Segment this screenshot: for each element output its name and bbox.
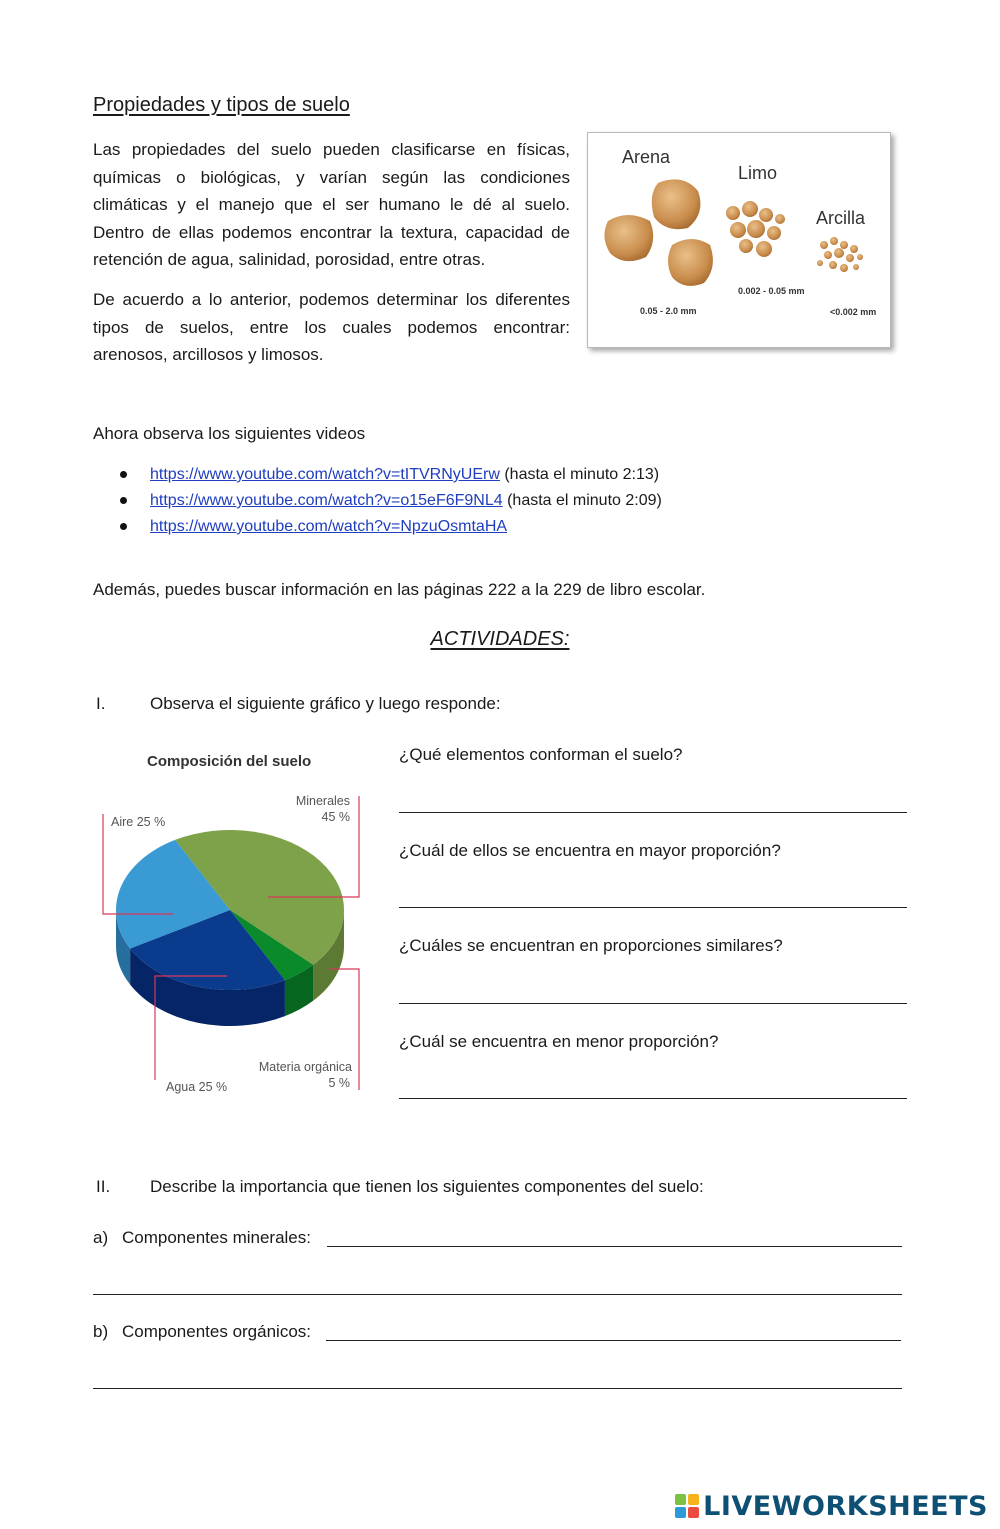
- soil-particles-illustration: [588, 133, 890, 347]
- answer-line-3[interactable]: [399, 1003, 907, 1004]
- section-1-numeral: I.: [96, 694, 106, 713]
- label-minerales-value: 45 %: [321, 810, 350, 824]
- section-2-numeral: II.: [96, 1177, 111, 1196]
- answer-line-minerales-2[interactable]: [93, 1294, 902, 1295]
- question-4: ¿Cuál se encuentra en menor proporción?: [399, 1032, 719, 1051]
- soil-composition-chart: [95, 740, 375, 1100]
- item-a-text: Componentes minerales:: [122, 1228, 311, 1247]
- logo-icon: [674, 1493, 700, 1519]
- list-item: [120, 514, 662, 540]
- answer-line-2[interactable]: [399, 907, 907, 908]
- answer-line-4[interactable]: [399, 1098, 907, 1099]
- activities-heading: ACTIVIDADES:: [430, 628, 570, 650]
- video-note-2: (hasta el minuto 2:09): [502, 492, 662, 509]
- arena-grain-3: [668, 239, 713, 286]
- question-1: ¿Qué elementos conforman el suelo?: [399, 745, 683, 764]
- arena-grain-2: [604, 215, 653, 261]
- arcilla-particles: [817, 237, 863, 272]
- video-link-3[interactable]: https://www.youtube.com/watch?v=NpzuOsmtaHA: [150, 518, 508, 535]
- arena-grain-1: [652, 179, 701, 229]
- section-1-instruction: Observa el siguiente gráfico y luego responde:: [150, 694, 501, 713]
- label-minerales: Minerales: [295, 794, 350, 808]
- limo-size: 0.002 - 0.05 mm: [738, 286, 805, 296]
- item-b-label: b): [93, 1322, 109, 1341]
- logo-text: LIVEWORKSHEETS: [703, 1490, 988, 1522]
- question-2: ¿Cuál de ellos se encuentra en mayor proporción?: [399, 841, 781, 860]
- arena-size: 0.05 - 2.0 mm: [640, 306, 697, 316]
- chart-title: Composición del suelo: [147, 753, 312, 770]
- page-title: Propiedades y tipos de suelo: [93, 94, 350, 116]
- answer-line-1[interactable]: [399, 812, 907, 813]
- label-materia-organica-value: 5 %: [328, 1076, 350, 1090]
- arcilla-label: Arcilla: [816, 208, 866, 228]
- bullet-icon: [120, 523, 127, 530]
- label-materia-organica: Materia orgánica: [258, 1060, 352, 1074]
- videos-intro: Ahora observa los siguientes videos: [93, 424, 366, 443]
- limo-label: Limo: [738, 163, 778, 183]
- soil-texture-figure: [587, 132, 891, 348]
- bullet-icon: [120, 497, 127, 504]
- intro-paragraph-2: De acuerdo a lo anterior, podemos determinar los diferentes tipos de suelos, entre los cuales podemos encontrar: arenosos, arcillosos y limosos.: [93, 290, 570, 364]
- answer-line-organicos-2[interactable]: [93, 1388, 902, 1389]
- label-aire: Aire 25 %: [111, 815, 166, 829]
- section-2-instruction: Describe la importancia que tienen los siguientes componentes del suelo:: [150, 1177, 704, 1196]
- answer-line-minerales[interactable]: [327, 1246, 902, 1247]
- label-agua: Agua 25 %: [166, 1080, 228, 1094]
- list-item: [120, 488, 662, 514]
- video-link-1[interactable]: https://www.youtube.com/watch?v=tITVRNyUErw: [150, 466, 500, 483]
- pie-group: [116, 830, 344, 1026]
- liveworksheets-logo: [674, 1488, 988, 1524]
- arcilla-size: <0.002 mm: [830, 307, 877, 317]
- book-note: Además, puedes buscar información en las páginas 222 a la 229 de libro escolar.: [93, 580, 706, 599]
- bullet-icon: [120, 471, 127, 478]
- item-a-label: a): [93, 1228, 109, 1247]
- limo-particles: [726, 201, 785, 257]
- question-3: ¿Cuáles se encuentran en proporciones similares?: [399, 936, 783, 955]
- list-item: [120, 462, 662, 488]
- arena-label: Arena: [622, 147, 671, 167]
- item-b-text: Componentes orgánicos:: [122, 1322, 312, 1341]
- intro-paragraph-1: Las propiedades del suelo pueden clasificarse en físicas, químicas o biológicas, y varían según las condiciones climáticas y el manejo que el ser humano le dé al suelo. Dentro de ellas podemos encontrar la textura, capacidad de retención de agua, salinidad, porosidad, entre otras.: [93, 140, 570, 269]
- answer-line-organicos[interactable]: [326, 1340, 901, 1341]
- video-note-1: (hasta el minuto 2:13): [499, 466, 660, 483]
- video-link-2[interactable]: https://www.youtube.com/watch?v=o15eF6F9NL4: [150, 492, 503, 509]
- video-list: [120, 462, 662, 540]
